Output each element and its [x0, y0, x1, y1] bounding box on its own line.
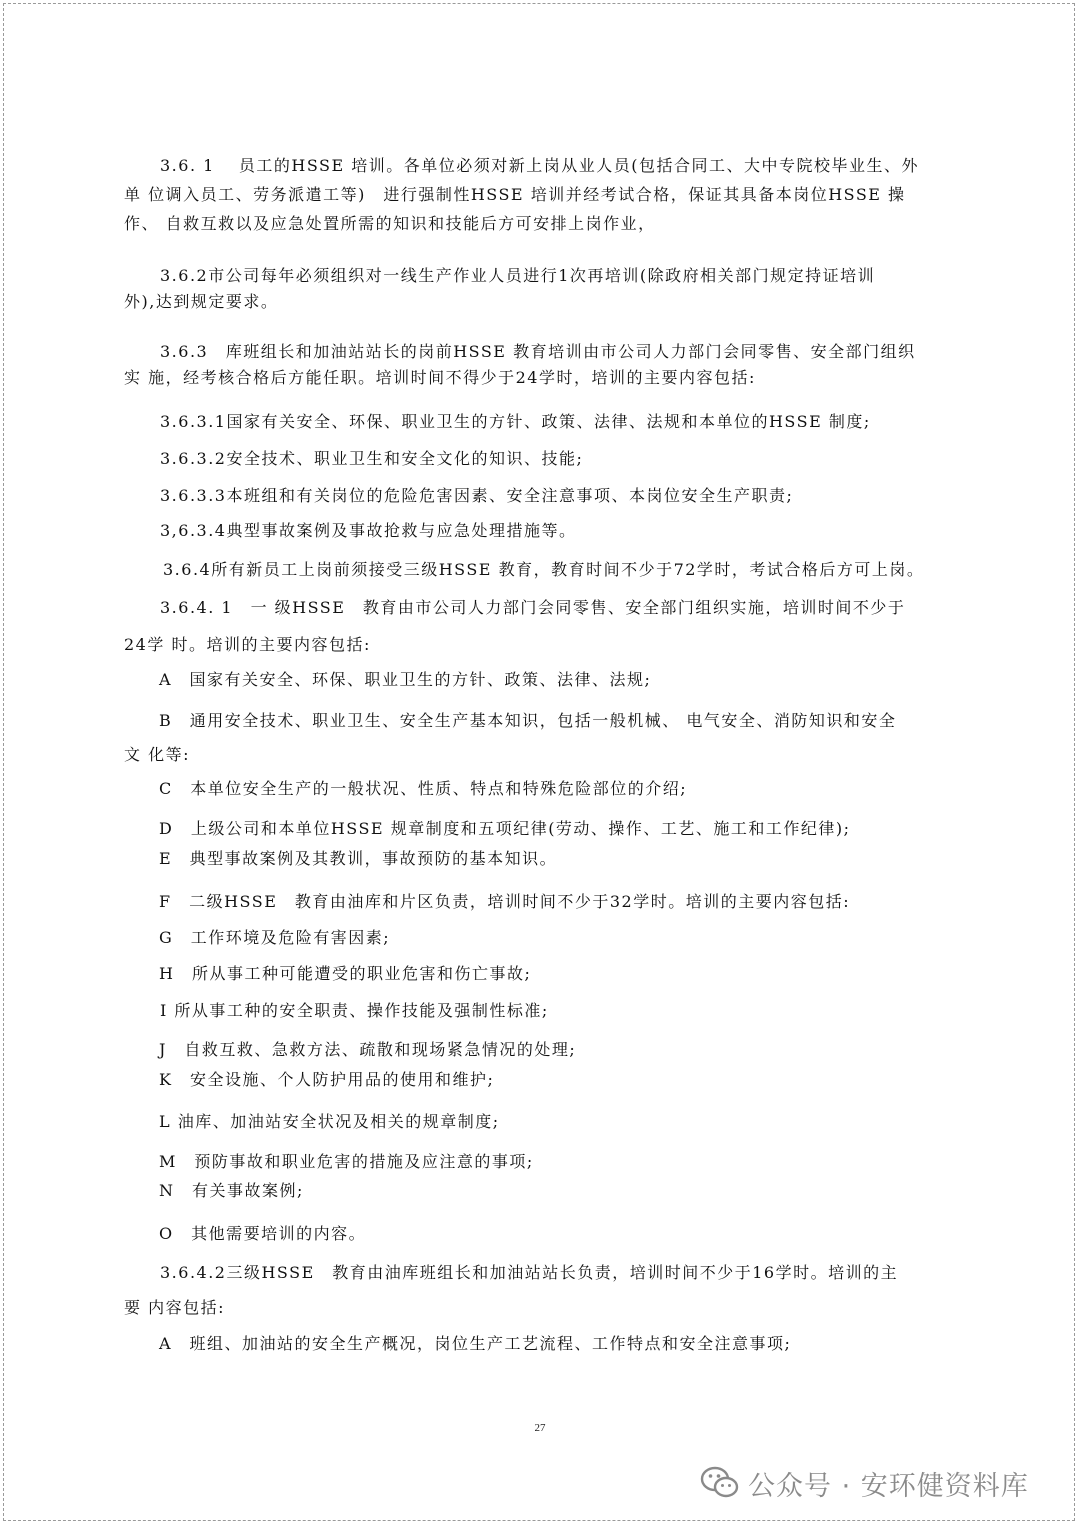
list-item-g: G 工作环境及危险有害因素; — [159, 928, 391, 947]
item-3-6-3-1: 3.6.3.1国家有关安全、环保、职业卫生的方针、政策、法律、法规和本单位的HSSE 制度; — [160, 412, 871, 431]
paragraph-3-6-1-line-2: 单 位调入员工、劳务派遣工等) 进行强制性HSSE 培训并经考试合格，保证其具备本岗位HSSE 操 — [124, 185, 906, 204]
paragraph-3-6-4: 3.6.4所有新员工上岗前须接受三级HSSE 教育，教育时间不少于72学时，考试合格后方可上岗。 — [163, 560, 925, 579]
paragraph-3-6-3-line-2: 实 施，经考核合格后方能任职。培训时间不得少于24学时，培训的主要内容包括: — [124, 368, 756, 387]
list-item-j: J 自救互救、急救方法、疏散和现场紧急情况的处理; — [159, 1040, 577, 1059]
paragraph-3-6-4-1-line-1: 3.6.4. 1 一 级HSSE 教育由市公司人力部门会同零售、安全部门组织实施，培训时间不少于 — [160, 598, 906, 617]
item-3-6-3-4: 3,6.3.4典型事故案例及事故抢救与应急处理措施等。 — [160, 521, 577, 540]
list-item-k: K 安全设施、个人防护用品的使用和维护; — [159, 1070, 495, 1089]
list-item-d: D 上级公司和本单位HSSE 规章制度和五项纪律(劳动、操作、工艺、施工和工作纪律); — [159, 819, 851, 838]
list-item-e: E 典型事故案例及其教训，事故预防的基本知识。 — [159, 849, 558, 868]
list-item-a: A 国家有关安全、环保、职业卫生的方针、政策、法律、法规; — [159, 670, 652, 689]
list-item-h: H 所从事工种可能遭受的职业危害和伤亡事故; — [159, 964, 532, 983]
paragraph-3-6-1-line-1: 3.6. 1 员工的HSSE 培训。各单位必须对新上岗从业人员(包括合同工、大中专院校毕业生、外 — [160, 156, 919, 175]
list-item-l: L 油库、加油站安全状况及相关的规章制度; — [159, 1112, 500, 1131]
paragraph-3-6-2-line-1: 3.6.2市公司每年必须组织对一线生产作业人员进行1次再培训(除政府相关部门规定持证培训 — [160, 266, 876, 285]
list-item-b-line-2: 文 化等: — [124, 745, 190, 764]
list-item-f: F 二级HSSE 教育由油库和片区负责，培训时间不少于32学时。培训的主要内容包括: — [159, 892, 851, 911]
list-item-i: I 所从事工种的安全职责、操作技能及强制性标准; — [160, 1001, 549, 1020]
watermark — [700, 1463, 1029, 1503]
page-number: 27 — [534, 1422, 546, 1434]
list-item-a-level-3: A 班组、加油站的安全生产概况，岗位生产工艺流程、工作特点和安全注意事项; — [159, 1334, 792, 1353]
wechat-icon — [700, 1465, 740, 1501]
paragraph-3-6-3-line-1: 3.6.3 库班组长和加油站站长的岗前HSSE 教育培训由市公司人力部门会同零售、安全部门组织 — [160, 342, 916, 361]
list-item-n: N 有关事故案例; — [159, 1181, 304, 1200]
paragraph-3-6-4-2-line-1: 3.6.4.2三级HSSE 教育由油库班组长和加油站站长负责，培训时间不少于16学时。培训的主 — [160, 1263, 899, 1282]
paragraph-3-6-4-2-line-2: 要 内容包括: — [124, 1298, 225, 1317]
watermark-text: 公众号 · 安环健资料库 — [748, 1470, 1029, 1502]
list-item-m: M 预防事故和职业危害的措施及应注意的事项; — [159, 1152, 534, 1171]
list-item-b-line-1: B 通用安全技术、职业卫生、安全生产基本知识，包括一般机械、 电气安全、消防知识和安全 — [159, 711, 897, 730]
paragraph-3-6-1-line-3: 作、 自救互救以及应急处置所需的知识和技能后方可安排上岗作业， — [124, 214, 656, 233]
paragraph-3-6-4-1-line-2: 24学 时。培训的主要内容包括: — [124, 635, 371, 654]
list-item-o: O 其他需要培训的内容。 — [159, 1224, 367, 1243]
paragraph-3-6-2-line-2: 外),达到规定要求。 — [124, 292, 279, 311]
item-3-6-3-3: 3.6.3.3本班组和有关岗位的危险危害因素、安全注意事项、本岗位安全生产职责; — [160, 486, 794, 505]
list-item-c: C 本单位安全生产的一般状况、性质、特点和特殊危险部位的介绍; — [159, 779, 688, 798]
item-3-6-3-2: 3.6.3.2安全技术、职业卫生和安全文化的知识、技能; — [160, 449, 584, 468]
